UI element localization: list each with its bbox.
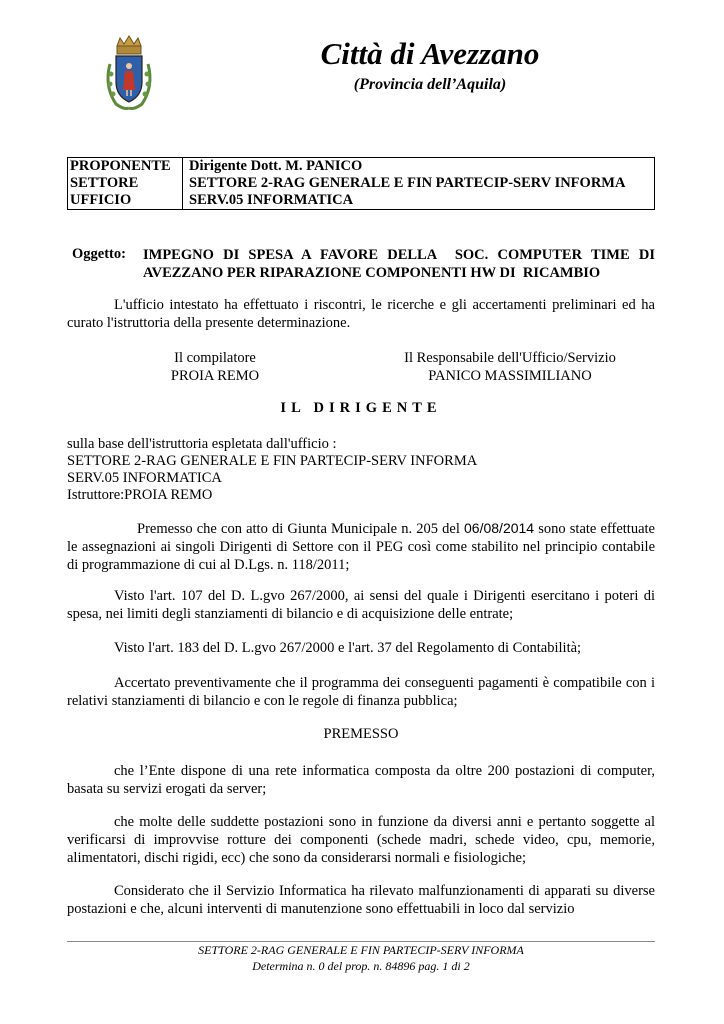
- province: (Provincia dell’Aquila): [353, 76, 507, 93]
- footer-sector: SETTORE 2-RAG GENERALE E FIN PARTECIP-SERV INFORMA: [198, 943, 524, 957]
- che-postazioni-paragraph: che molte delle suddette postazioni sono in funzione da diversi anni e pertanto soggette al verificarsi di improvvise rotture dei componenti (schede madri, schede video, cpu, memorie, alimentatori, dischi rigidi, ecc) che sono da considerarsi normali e fisiologiche;: [67, 814, 655, 866]
- premise-paragraph: [67, 519, 655, 574]
- table-row: [68, 192, 655, 210]
- subject-text: IMPEGNO DI SPESA A FAVORE DELLA SOC. COMPUTER TIME DI AVEZZANO PER RIPARAZIONE COMPONENTI HW DI RICAMBIO: [143, 247, 658, 281]
- premise-part-1: Premesso che con atto di Giunta Municipale n. 205 del: [137, 521, 465, 537]
- premesso-heading: PREMESSO: [323, 726, 399, 742]
- dirigente-heading: IL DIRIGENTE: [280, 400, 442, 416]
- manager-name: PANICO MASSIMILIANO: [428, 368, 592, 384]
- footer-divider: [67, 941, 655, 942]
- compiler-name: PROIA REMO: [170, 368, 260, 384]
- proposal-table: [67, 157, 655, 210]
- city-name: Città di Avezzano: [320, 36, 540, 71]
- che-rete-paragraph: che l’Ente dispone di una rete informatica composta da oltre 200 postazioni di computer, basata su servizi erogati da server;: [67, 763, 655, 797]
- ufficio-value: SERV.05 INFORMATICA: [189, 192, 354, 208]
- proponente-value: Dirigente Dott. M. PANICO: [189, 158, 363, 174]
- manager-title: Il Responsabile dell'Ufficio/Servizio: [404, 350, 616, 366]
- considerato-paragraph: Considerato che il Servizio Informatica ha rilevato malfunzionamenti di apparati su diverse postazioni e che, alcuni interventi di manutenzione sono effettuabili in loco dal servizio: [67, 883, 655, 917]
- footer-determina: Determina n. 0 del prop. n. 84896 pag. 1 di 2: [252, 959, 470, 973]
- subject-label: Oggetto:: [72, 246, 126, 262]
- table-row: [68, 158, 655, 176]
- intro-paragraph: L'ufficio intestato ha effettuato i riscontri, le ricerche e gli accertamenti preliminari ed ha curato l'istruttoria della presente determinazione.: [67, 297, 655, 331]
- compiler-title: Il compilatore: [174, 350, 256, 366]
- table-row: [68, 175, 655, 192]
- visto-107-paragraph: Visto l'art. 107 del D. L.gvo 267/2000, ai sensi del quale i Dirigenti esercitano i poteri di spesa, nei limiti degli stanziamenti di bilancio e di acquisizione delle entrate;: [67, 588, 655, 622]
- accertato-paragraph: Accertato preventivamente che il programma dei conseguenti pagamenti è compatibile con i relativi stanziamenti di bilancio e con le regole di finanza pubblica;: [67, 675, 655, 709]
- city-crest-logo: [102, 34, 156, 112]
- basis-line-4: Istruttore:PROIA REMO: [67, 487, 213, 503]
- premise-part-2: sono state effettuate le assegnazioni ai singoli Dirigenti di Settore con il PEG così come stabilito nel principio contabile di programmazione di cui al D.Lgs. n. 118/2011;: [67, 521, 655, 573]
- basis-line-2: SETTORE 2-RAG GENERALE E FIN PARTECIP-SERV INFORMA: [67, 453, 478, 469]
- basis-line-1: sulla base dell'istruttoria espletata dall'ufficio :: [67, 436, 337, 452]
- basis-line-3: SERV.05 INFORMATICA: [67, 470, 222, 486]
- proponente-label: PROPONENTE: [68, 158, 183, 176]
- premise-date: 06/08/2014: [464, 520, 535, 536]
- visto-183-paragraph: Visto l'art. 183 del D. L.gvo 267/2000 e l'art. 37 del Regolamento di Contabilità;: [114, 640, 582, 656]
- settore-value: SETTORE 2-RAG GENERALE E FIN PARTECIP-SERV INFORMA: [189, 175, 626, 191]
- ufficio-label: UFFICIO: [68, 192, 183, 210]
- settore-label: SETTORE: [68, 175, 183, 192]
